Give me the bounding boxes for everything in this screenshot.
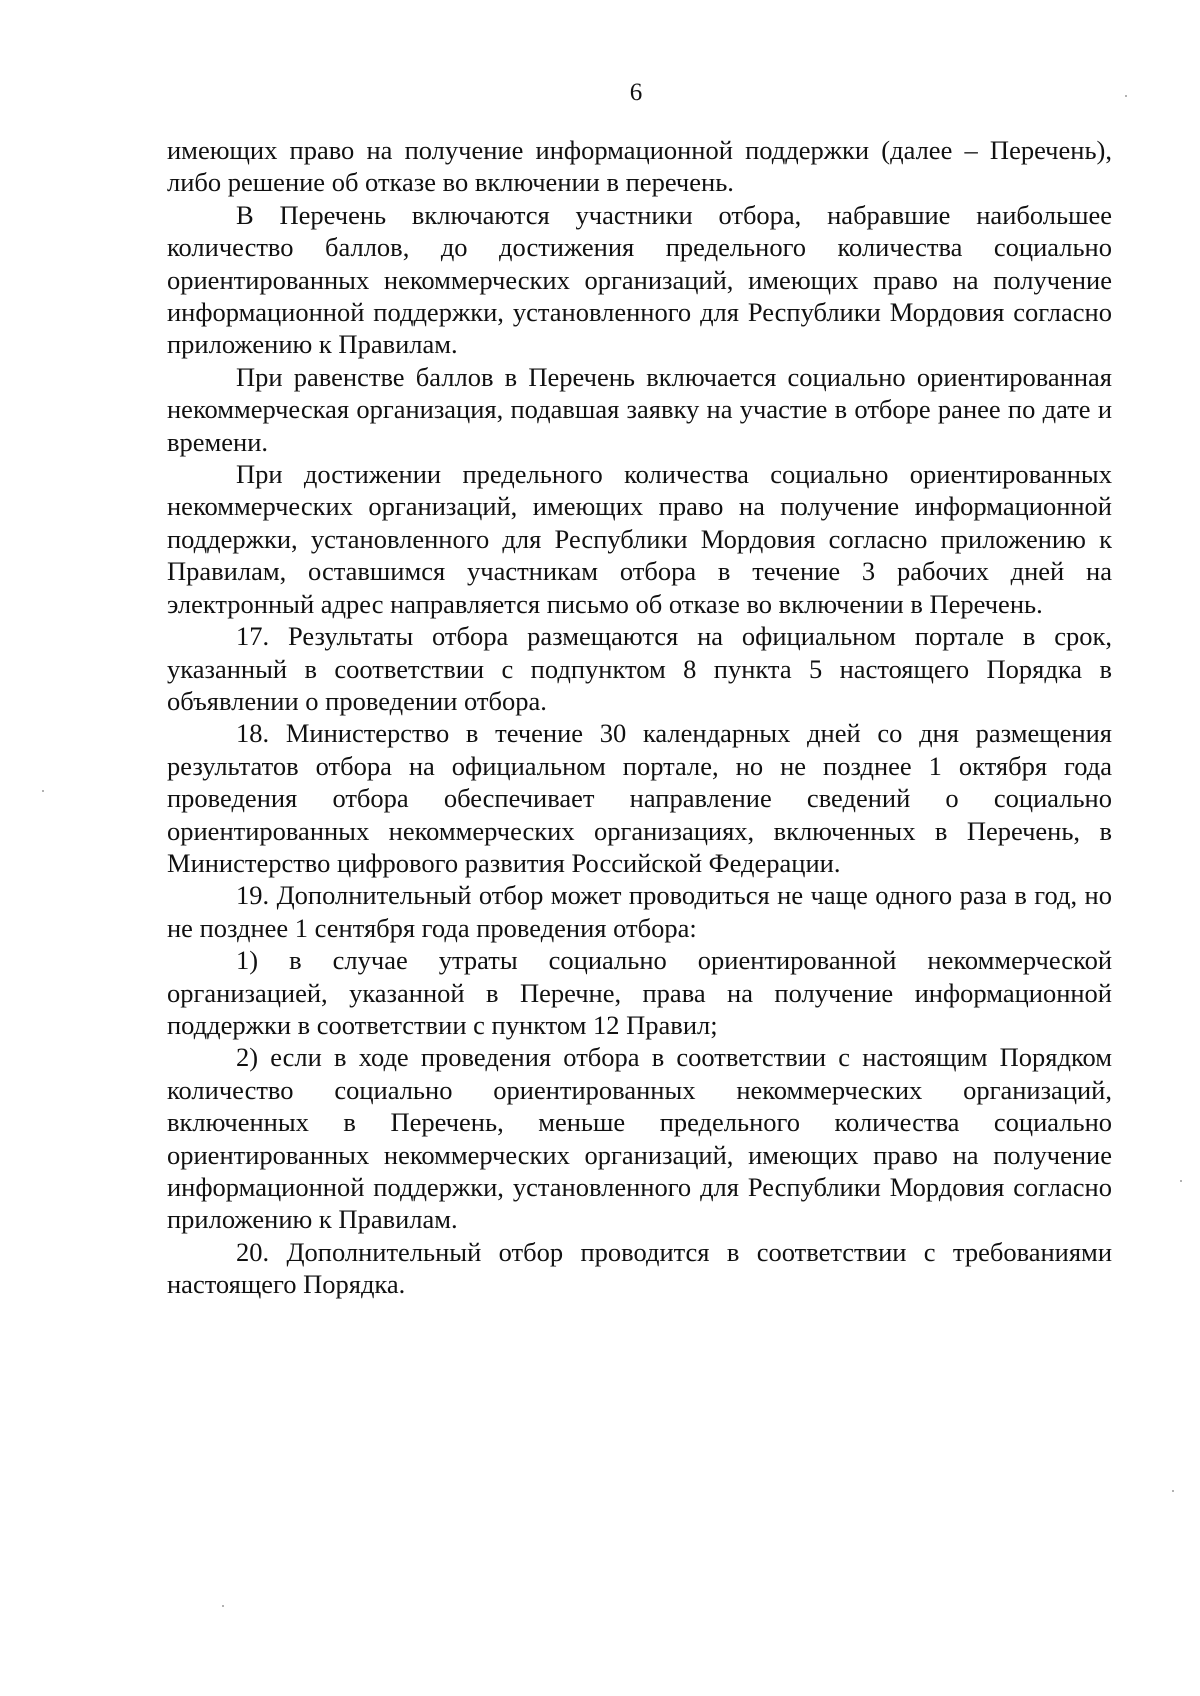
paragraph-limit-reached: При достижении предельного количества социально ориентированных некоммерческих организаций, имеющих право на получение информационной поддержки, установленного для Республики Мордовия согласно приложению к Правилам, оставшимся участникам отбора в течение 3 рабочих дней на электронный адрес направляется письмо об отказе во включении в Перечень. [167,459,1112,619]
paragraph-list-inclusion: В Перечень включаются участники отбора, набравшие наибольшее количество баллов, до достижения предельного количества социально ориентированных некоммерческих организаций, имеющих право на получение информационной поддержки, установленного для Республики Мордовия согласно приложению к Правилам. [167,199,1112,360]
paragraph-item-19: 19. Дополнительный отбор может проводиться не чаще одного раза в год, но не позднее 1 сентября года проведения отбора: [167,880,1112,943]
scan-speck [1180,1180,1182,1182]
scan-speck [1172,1490,1174,1492]
document-body [167,134,1112,1301]
paragraph-continuation: имеющих право на получение информационной поддержки (далее – Перечень), либо решение об отказе во включении в перечень. [167,135,1112,198]
paragraph-item-20: 20. Дополнительный отбор проводится в соответствии с требованиями настоящего Порядка. [167,1236,1112,1300]
paragraph-subitem-2: 2) если в ходе проведения отбора в соответствии с настоящим Порядком количество социально ориентированных некоммерческих организаций, включенных в Перечень, меньше предельного количества социально ориентированных некоммерческих организаций, имеющих право на получение информационной поддержки, установленного для Республики Мордовия согласно приложению к Правилам. [167,1042,1112,1235]
paragraph-equal-points: При равенстве баллов в Перечень включается социально ориентированная некоммерческая организация, подавшая заявку на участие в отборе ранее по дате и времени. [167,361,1112,457]
page-number: 6 [629,79,643,106]
scan-speck [222,1605,224,1607]
paragraph-item-18: 18. Министерство в течение 30 календарных дней со дня размещения результатов отбора на официальном портале, но не позднее 1 октября года проведения отбора обеспечивает направление сведений о социально ориентированных некоммерческих организациях, включенных в Перечень, в Министерство цифрового развития Российской Федерации. [167,718,1112,878]
scan-speck [42,790,44,792]
paragraph-item-17: 17. Результаты отбора размещаются на официальном портале в срок, указанный в соответствии с подпунктом 8 пункта 5 настоящего Порядка в объявлении о проведении отбора. [167,621,1112,716]
paragraph-subitem-1: 1) в случае утраты социально ориентированной некоммерческой организацией, указанной в Перечне, права на получение информационной поддержки в соответствии с пунктом 12 Правил; [167,945,1112,1040]
scan-speck [1125,95,1127,97]
